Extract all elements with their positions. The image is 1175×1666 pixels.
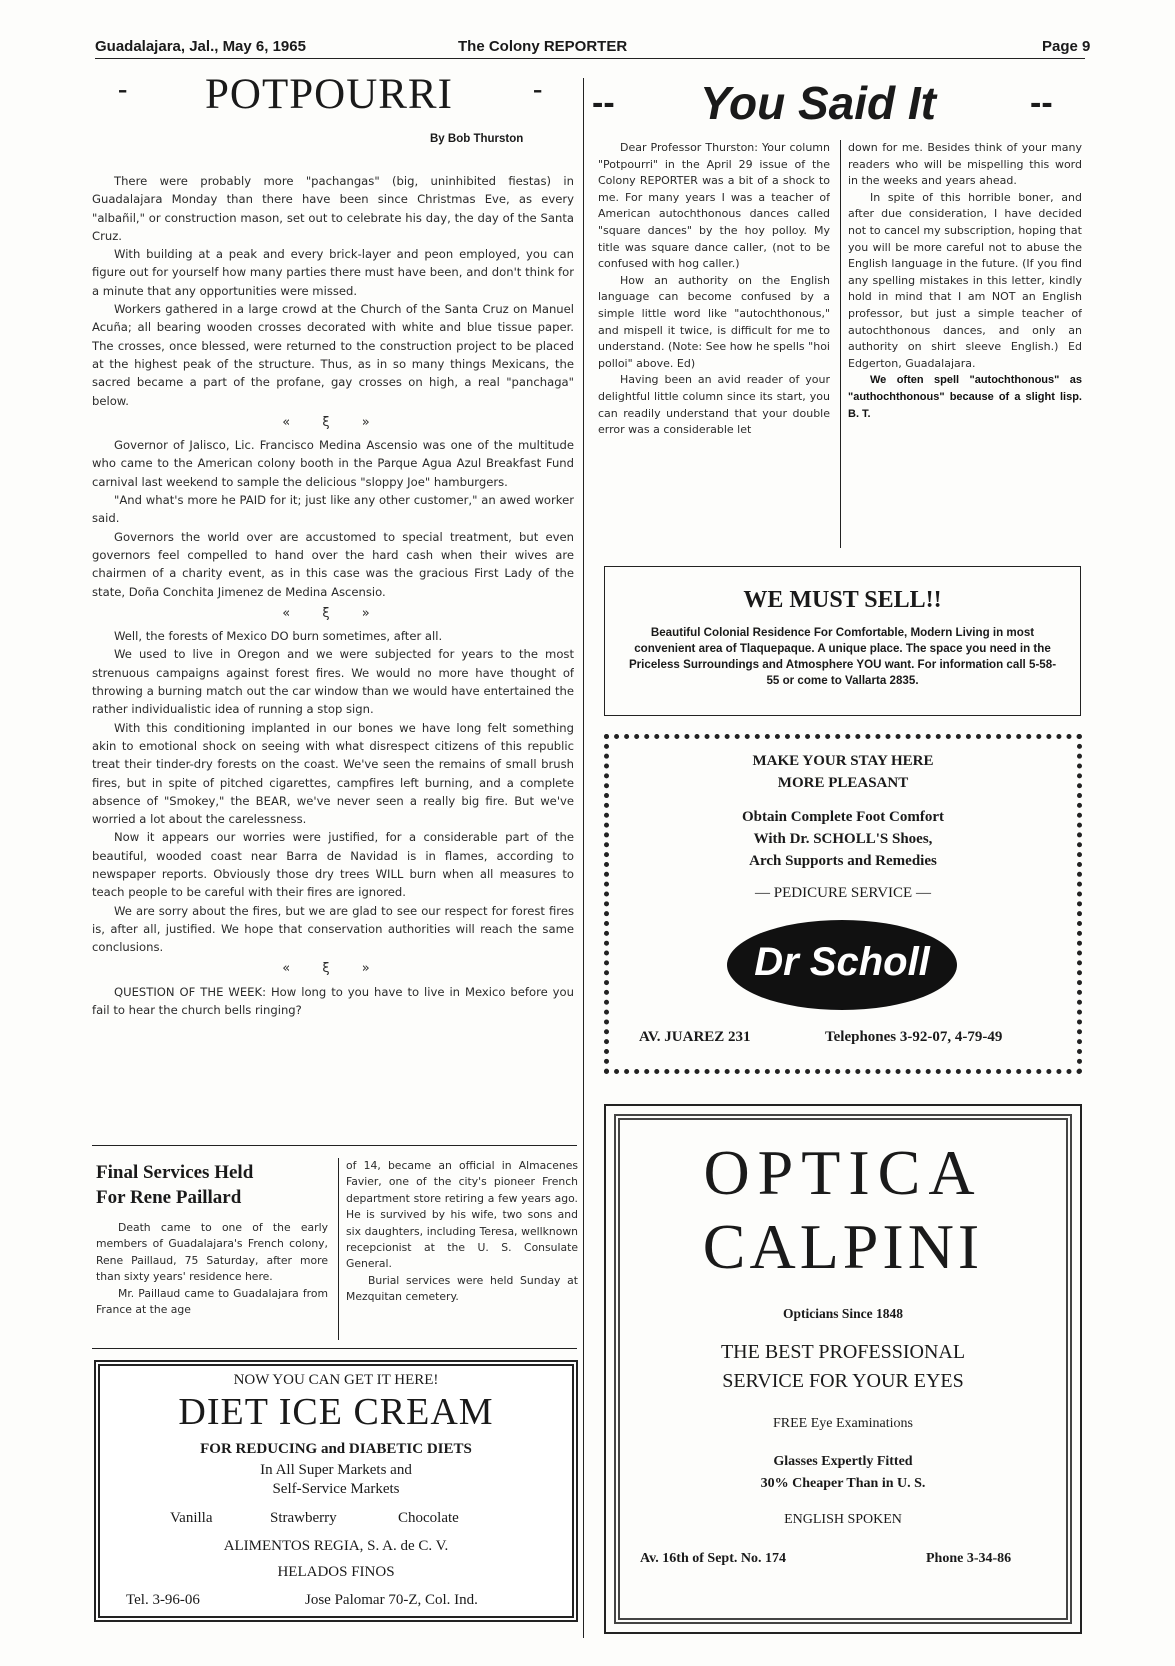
ad-line-1: NOW YOU CAN GET IT HERE! (233, 1372, 439, 1388)
dash-left: -- (592, 84, 615, 122)
question-of-week: QUESTION OF THE WEEK: How long to you have to live in Mexico before you fail to hear the church bells ringing? (92, 984, 574, 1018)
obituary-divider (338, 1158, 339, 1340)
ad-line-2: FOR REDUCING and DIABETIC DIETS (200, 1441, 472, 1457)
section-rule (92, 1145, 577, 1146)
scholl-line-5: Arch Supports and Remedies (749, 853, 937, 869)
paragraph: With building at a peak and every brick-layer and peon employed, you can figure out for yourself how many parties there must have been, and don't think for a minute that any opportunities were missed. (92, 247, 574, 298)
optica-ad (604, 1104, 1082, 1634)
must-sell-body: Beautiful Colonial Residence For Comfortable, Modern Living in most convenient area of Tlaquepaque. A unique place. The space you need in the Priceless Surroundings and Atmosphere YOU want. For information call 5-58-55 or come to Vallarta 2835. (628, 626, 1057, 687)
dash-right: -- (1030, 84, 1053, 122)
scholl-line-2: MORE PLEASANT (777, 775, 909, 791)
page-number: Page 9 (1042, 38, 1091, 55)
section-separator: « ξ » (282, 961, 384, 977)
scholl-line-1: MAKE YOUR STAY HERE (752, 753, 934, 769)
paragraph: "And what's more he PAID for it; just like any other customer," an awed worker said. (92, 493, 574, 526)
paragraph: Workers gathered in a large crowd at the Church of the Santa Cruz on Manuel Acuña; all bearing wooden crosses decorated with white and blue tissue paper. The crosses, once blessed, were returned to the construction project to be placed at the highest peak of the structure. Thus, as in so many things Mexicans, the sacred became a part of the profane, gay crosses on high, a real "panchaga" below. (92, 302, 574, 408)
column-divider (583, 78, 584, 1638)
optica-free: FREE Eye Examinations (773, 1416, 913, 1431)
paragraph: Well, the forests of Mexico DO burn sometimes, after all. (114, 629, 443, 644)
paragraph: We are sorry about the fires, but we are glad to see our respect for forest fires is, after all, justified. We hope that conservation authorities will reach the same conclusions. (92, 903, 574, 955)
headline-line-2: For Rene Paillard (96, 1187, 242, 1208)
section-separator: « ξ » (282, 605, 384, 621)
headline-line-1: Final Services Held (96, 1162, 254, 1183)
paragraph: Death came to one of the early members of Guadalajara's French colony, Rene Paillaud, 75 Saturday, after more than sixty years' residence here. (96, 1221, 328, 1284)
editor-reply: We often spell "autochthonous" as "authochthonous" because of a slight lisp. B. T. (848, 374, 1082, 420)
obituary-col-2 (346, 1158, 578, 1343)
scholl-phones: Telephones 3-92-07, 4-79-49 (825, 1029, 1003, 1045)
company-name: ALIMENTOS REGIA, S. A. de C. V. (223, 1538, 449, 1554)
letter-col-2 (848, 140, 1082, 550)
optica-glasses-1: Glasses Expertly Fitted (773, 1454, 913, 1469)
scholl-ad (604, 734, 1082, 1074)
ad-address: Jose Palomar 70-Z, Col. Ind. (305, 1592, 478, 1608)
obituary-col-1 (96, 1220, 328, 1340)
must-sell-ad (604, 566, 1081, 716)
optica-slogan-2: SERVICE FOR YOUR EYES (722, 1370, 964, 1392)
scholl-address: AV. JUAREZ 231 (639, 1029, 751, 1045)
paragraph: of 14, became an official in Almacenes Favier, one of the city's pioneer French department store retiring a few years ago. He is survived by his wife, two sons and six daughters, including Teresa, wellknown recepcionist at the U. S. Consulate General. (346, 1159, 578, 1271)
ice-cream-ad (94, 1360, 578, 1622)
optica-english: ENGLISH SPOKEN (784, 1512, 902, 1527)
optica-since: Opticians Since 1848 (782, 1306, 903, 1321)
title-dash-right: - (533, 74, 543, 105)
paragraph: With this conditioning implanted in our bones we have long felt something akin to emotional shock on seeing with what disrespect citizens of this republic treat their tinder-dry forests on the coast. We've seen the remains of small brush fires, but in spite of pitched cigarettes, campfires left burning, and a complete absence of "Smokey," the BEAR, we've never seen a really big fire. But we've worried a lot about the carelessness. (92, 720, 574, 827)
scholl-logo: Dr Scholl (754, 940, 930, 984)
paragraph: Dear Professor Thurston: Your column "Potpourri" in the April 29 issue of the Colony REPORTER was a bit of a shock to me. For many years I was a teacher of American autochthonous dances called "square dances" by the hoy polloy. My title was square dance caller, (not to be confused with hog caller.) (598, 141, 830, 271)
ad-tel: Tel. 3-96-06 (126, 1592, 200, 1608)
byline: By Bob Thurston (430, 133, 524, 145)
paragraph: Burial services were held Sunday at Mezquitan cemetery. (346, 1273, 578, 1304)
flavor: Vanilla (170, 1510, 213, 1526)
paragraph: How an authority on the English language can become confused by a simple little word like "autochthonous," and mispell it twice, is difficult for me to understand. (Note: See how he spells "hoi polloi" above. Ed) (598, 273, 830, 370)
potpourri-article (92, 172, 574, 1137)
paragraph: Mr. Paillaud came to Guadalajara from France at the age (96, 1286, 328, 1317)
flavor: Strawberry (270, 1510, 337, 1526)
optica-name-1: OPTICA (703, 1137, 983, 1208)
ad-line-4: Self-Service Markets (272, 1481, 400, 1497)
scholl-line-4: With Dr. SCHOLL'S Shoes, (753, 831, 933, 847)
dateline: Guadalajara, Jal., May 6, 1965 (95, 38, 306, 55)
section-rule (92, 1348, 577, 1349)
ad-line (100, 1372, 572, 1389)
obituary-headline (96, 1160, 253, 1210)
paragraph: We used to live in Oregon and we were subjected for years to the most strenuous campaigns against forest fires. We would no more have thought of throwing a burning match out the car window than we would have entertained the rather individualistic idea of running a stop sign. (92, 647, 574, 717)
letter-col-1 (598, 140, 830, 552)
optica-slogan-1: THE BEST PROFESSIONAL (720, 1341, 966, 1363)
newspaper-name: The Colony REPORTER (458, 38, 628, 55)
section-separator: « ξ » (282, 414, 384, 430)
letter-divider (840, 140, 841, 548)
optica-glasses-2: 30% Cheaper Than in U. S. (760, 1476, 926, 1491)
brand-name: HELADOS FINOS (277, 1564, 395, 1580)
paragraph: Governor of Jalisco, Lic. Francisco Medina Ascensio was one of the multitude who came to the American colony booth in the Parque Agua Azul Breakfast Fund carnival last weekend to sample the delicious "sloppy Joe" hamburgers. (92, 438, 574, 489)
paragraph: Having been an avid reader of your delightful little column since its start, you can readily understand that your double error was a considerable let (598, 373, 830, 437)
header-rule (95, 58, 1085, 59)
paragraph: There were probably more "pachangas" (big, uninhibited fiestas) in Guadalajara Monday than there have been since Christmas Eve, as every "albañil," or construction mason, set out to celebrate his day, the day of the Santa Cruz. (92, 174, 574, 243)
must-sell-headline: WE MUST SELL!! (743, 587, 942, 613)
scholl-logo-oval (727, 920, 957, 1010)
paragraph: In spite of this horrible boner, and after due consideration, I have decided not to cancel my subscription, hoping that you will be more careful not to abuse the English language in the future. (If you find any spelling mistakes in this letter, kindly hold in mind that I am NOT an English professor, but just a simple teacher of autochthonous dances, and only an authority on shirt sleeve English.) Ed Edgerton, Guadalajara. (848, 190, 1082, 370)
scholl-line-3: Obtain Complete Foot Comfort (741, 809, 945, 825)
you-said-it-title: You Said It (700, 77, 936, 129)
paragraph: Governors the world over are accustomed to special treatment, but even governors feel compelled to hand over the hard cash when their wives are chairmen of a charity event, as in this case was the gracious First Lady of the state, Doña Conchita Jimenez de Medina Ascensio. (92, 529, 574, 599)
optica-address: Av. 16th of Sept. No. 174 (640, 1551, 786, 1566)
paragraph: down for me. Besides think of your many readers who will be mispelling this word in the weeks and years ahead. (848, 141, 1082, 188)
title-dash-left: - (118, 74, 128, 105)
ad-line-3: In All Super Markets and (260, 1462, 412, 1478)
paragraph: Now it appears our worries were justified, for a considerable part of the beautiful, wooded coast near Barra de Navidad is in flames, according to newspaper reports. Obviously those dry trees WILL burn when all measures to teach people to be careful with their fires are ignored. (92, 830, 574, 900)
ad-headline: DIET ICE CREAM (178, 1391, 494, 1433)
scholl-line-6: — PEDICURE SERVICE — (755, 885, 931, 901)
potpourri-title: POTPOURRI (205, 71, 453, 118)
optica-phone: Phone 3-34-86 (926, 1551, 1012, 1566)
flavor: Chocolate (398, 1510, 459, 1526)
optica-name-2: CALPINI (702, 1211, 984, 1282)
